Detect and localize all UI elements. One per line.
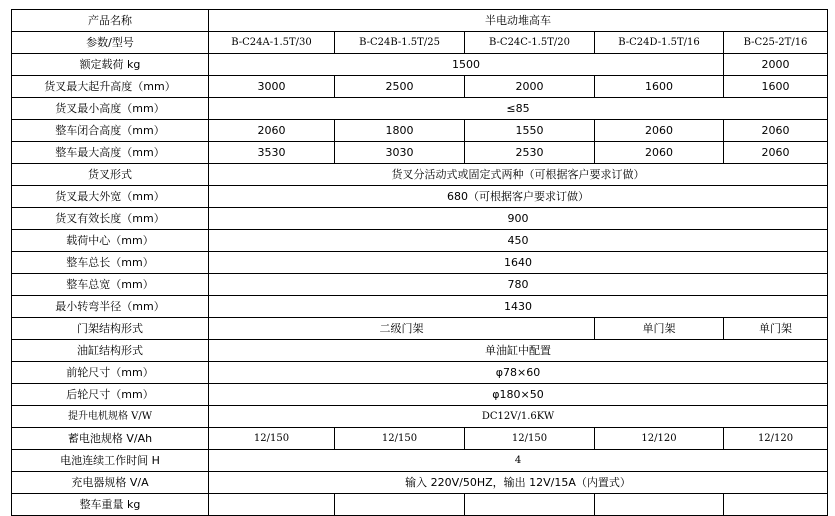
row-label: 载荷中心（mm） [12, 230, 209, 252]
row-label: 最小转弯半径（mm） [12, 296, 209, 318]
table-cell: 单油缸中配置 [209, 340, 828, 362]
table-cell: 2060 [724, 120, 828, 142]
table-cell: 1500 [209, 54, 724, 76]
row-label: 提升电机规格 V/W [12, 406, 209, 428]
table-cell: 780 [209, 274, 828, 296]
row-label: 额定载荷 kg [12, 54, 209, 76]
table-row [12, 142, 828, 164]
table-cell: 2060 [595, 120, 724, 142]
table-row [12, 450, 828, 472]
table-cell: 2000 [724, 54, 828, 76]
table-cell: 1640 [209, 252, 828, 274]
table-cell: 1600 [595, 76, 724, 98]
row-label: 前轮尺寸（mm） [12, 362, 209, 384]
table-cell: 二级门架 [209, 318, 595, 340]
table-cell [335, 494, 465, 516]
table-cell: 货叉分活动式或固定式两种（可根据客户要求订做） [209, 164, 828, 186]
table-cell: φ78×60 [209, 362, 828, 384]
table-cell [595, 494, 724, 516]
table-row [12, 494, 828, 516]
table-cell: 2060 [595, 142, 724, 164]
table-row [12, 32, 828, 54]
row-label: 货叉最大外宽（mm） [12, 186, 209, 208]
table-cell: B-C24C-1.5T/20 [465, 32, 595, 54]
row-label: 整车重量 kg [12, 494, 209, 516]
row-label: 充电器规格 V/A [12, 472, 209, 494]
table-cell: 12/150 [335, 428, 465, 450]
table-row [12, 164, 828, 186]
table-cell: 900 [209, 208, 828, 230]
table-cell: ≤85 [209, 98, 828, 120]
table-cell: 单门架 [724, 318, 828, 340]
table-cell: 1550 [465, 120, 595, 142]
table-row [12, 98, 828, 120]
table-cell [724, 494, 828, 516]
row-label: 整车闭合高度（mm） [12, 120, 209, 142]
table-cell: 12/150 [465, 428, 595, 450]
table-row [12, 362, 828, 384]
table-cell: 2000 [465, 76, 595, 98]
table-cell: 2500 [335, 76, 465, 98]
table-cell: 2530 [465, 142, 595, 164]
table-cell: B-C24A-1.5T/30 [209, 32, 335, 54]
table-row [12, 186, 828, 208]
table-cell: 12/120 [724, 428, 828, 450]
table-row [12, 296, 828, 318]
table-row [12, 54, 828, 76]
table-row [12, 340, 828, 362]
table-cell: 2060 [724, 142, 828, 164]
table-row [12, 274, 828, 296]
table-cell: 2060 [209, 120, 335, 142]
table-row [12, 252, 828, 274]
table-row [12, 318, 828, 340]
table-row [12, 384, 828, 406]
table-row [12, 472, 828, 494]
table-cell: 半电动堆高车 [209, 10, 828, 32]
row-label: 货叉最小高度（mm） [12, 98, 209, 120]
table-cell: 3530 [209, 142, 335, 164]
table-row [12, 406, 828, 428]
table-cell: B-C24D-1.5T/16 [595, 32, 724, 54]
table-row [12, 76, 828, 98]
row-label: 油缸结构形式 [12, 340, 209, 362]
row-label: 后轮尺寸（mm） [12, 384, 209, 406]
row-label: 蓄电池规格 V/Ah [12, 428, 209, 450]
table-cell: 1800 [335, 120, 465, 142]
table-cell: 12/120 [595, 428, 724, 450]
table-cell: B-C24B-1.5T/25 [335, 32, 465, 54]
table-row [12, 428, 828, 450]
table-row [12, 120, 828, 142]
row-label: 货叉最大起升高度（mm） [12, 76, 209, 98]
table-cell: DC12V/1.6KW [209, 406, 828, 428]
table-cell [465, 494, 595, 516]
table-cell: 680（可根据客户要求订做） [209, 186, 828, 208]
table-cell: 3030 [335, 142, 465, 164]
table-cell [209, 494, 335, 516]
table-cell: 12/150 [209, 428, 335, 450]
row-label: 整车最大高度（mm） [12, 142, 209, 164]
table-cell: 450 [209, 230, 828, 252]
table-row [12, 208, 828, 230]
row-label: 产品名称 [12, 10, 209, 32]
spec-table [11, 9, 828, 516]
table-row [12, 230, 828, 252]
table-cell: B-C25-2T/16 [724, 32, 828, 54]
table-cell: φ180×50 [209, 384, 828, 406]
table-cell: 3000 [209, 76, 335, 98]
table-cell: 单门架 [595, 318, 724, 340]
row-label: 整车总长（mm） [12, 252, 209, 274]
table-row [12, 10, 828, 32]
row-label: 电池连续工作时间 H [12, 450, 209, 472]
row-label: 整车总宽（mm） [12, 274, 209, 296]
row-label: 货叉形式 [12, 164, 209, 186]
table-cell: 4 [209, 450, 828, 472]
table-cell: 1430 [209, 296, 828, 318]
table-cell: 输入 220V/50HZ，输出 12V/15A（内置式） [209, 472, 828, 494]
row-label: 货叉有效长度（mm） [12, 208, 209, 230]
table-cell: 1600 [724, 76, 828, 98]
row-label: 门架结构形式 [12, 318, 209, 340]
row-label: 参数/型号 [12, 32, 209, 54]
